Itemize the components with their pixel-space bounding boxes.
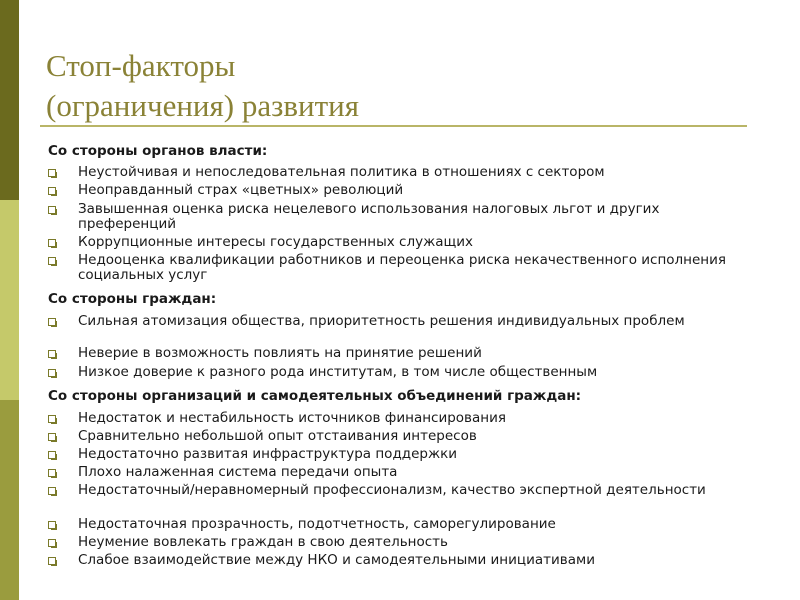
list-item-text: Коррупционные интересы государственных служащих — [78, 234, 473, 250]
checkbox-bullet-icon — [48, 539, 56, 547]
checkbox-bullet-icon — [48, 469, 56, 477]
list-item-text: Завышенная оценка риска нецелевого использования налоговых льгот и других преференций — [78, 201, 660, 232]
slide-title-line-2: (ограничения) развития — [46, 88, 359, 123]
section-heading-citizens: Со стороны граждан: — [48, 291, 217, 307]
checkbox-bullet-icon — [48, 350, 56, 358]
checkbox-bullet-icon — [48, 487, 56, 495]
checkbox-bullet-icon — [48, 318, 56, 326]
list-item-text: Неверие в возможность повлиять на принятие решений — [78, 345, 482, 361]
checkbox-bullet-icon — [48, 187, 56, 195]
list-item-text: Сравнительно небольшой опыт отстаивания интересов — [78, 428, 477, 444]
section-heading-organizations: Со стороны организаций и самодеятельных объединений граждан: — [48, 388, 582, 404]
checkbox-bullet-icon — [48, 557, 56, 565]
list-item-text: Сильная атомизация общества, приоритетность решения индивидуальных проблем — [78, 313, 685, 329]
list-item-text: Неустойчивая и непоследовательная политика в отношениях с сектором — [78, 164, 605, 180]
list-item-text: Недостаточно развитая инфраструктура поддержки — [78, 446, 458, 462]
list-item-text: Недостаток и нестабильность источников финансирования — [78, 410, 507, 426]
slide-title-line-1: Стоп-факторы — [46, 48, 236, 83]
list-item-text: Неоправданный страх «цветных» революций — [78, 182, 404, 198]
checkbox-bullet-icon — [48, 206, 56, 214]
checkbox-bullet-icon — [48, 433, 56, 441]
list-item-text: Недостаточный/неравномерный профессионализм, качество экспертной деятельности — [78, 482, 706, 498]
checkbox-bullet-icon — [48, 239, 56, 247]
checkbox-bullet-icon — [48, 169, 56, 177]
checkbox-bullet-icon — [48, 521, 56, 529]
list-item-text: Слабое взаимодействие между НКО и самодеятельными инициативами — [78, 552, 595, 568]
checkbox-bullet-icon — [48, 369, 56, 377]
checkbox-bullet-icon — [48, 451, 56, 459]
checkbox-bullet-icon — [48, 415, 56, 423]
list-item-text: Неумение вовлекать граждан в свою деятельность — [78, 534, 448, 550]
list-item-text: Недостаточная прозрачность, подотчетность, саморегулирование — [78, 516, 556, 532]
list-item-text: Плохо налаженная система передачи опыта — [78, 464, 398, 480]
checkbox-bullet-icon — [48, 257, 56, 265]
section-heading-authorities: Со стороны органов власти: — [48, 143, 268, 159]
list-item-text: Недооценка квалификации работников и переоценка риска некачественного исполнения социальных услуг — [78, 252, 727, 283]
list-item-text: Низкое доверие к разного рода институтам, в том числе общественным — [78, 364, 598, 380]
